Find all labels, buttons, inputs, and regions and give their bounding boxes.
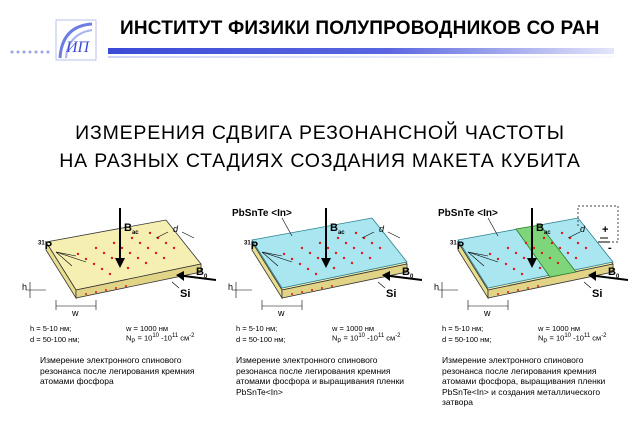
h-label: h (228, 282, 234, 292)
param-d: d = 50-100 нм; (442, 335, 492, 344)
param-np: $N_P = 10^{10}$ $-10^{11}$ $см^{-2}$ (332, 333, 401, 345)
param-w: w = 1000 нм (126, 324, 169, 333)
p31-label: $^{31}$P (38, 240, 53, 252)
diagram-stage-3 (428, 202, 628, 345)
caption-stage-1: Измерение электронного спинового резонанса после легирования кремния атомами фосфора (40, 355, 195, 386)
w-label: w (278, 308, 285, 318)
param-w: w = 1000 нм (538, 324, 581, 333)
caption-stage-2: Измерение электронного спинового резонанса после легирования кремния атомами фосфора и выращивания пленки PbSnTe<In> (236, 355, 405, 397)
pbsnte-label: PbSnTe <In> (232, 208, 292, 219)
institute-name: ИНСТИТУТ ФИЗИКИ ПОЛУПРОВОДНИКОВ СО РАН (120, 18, 600, 39)
h-label: h (22, 282, 28, 292)
diagram-svg-1 (16, 202, 216, 342)
param-h: h = 5-10 нм; (442, 324, 484, 333)
p31-label: $^{31}$P (450, 240, 465, 252)
d-label: d (173, 224, 179, 234)
si-label: Si (592, 288, 603, 300)
minus-terminal-label: - (608, 242, 612, 254)
diagram-svg-3 (428, 202, 628, 342)
b0-label: $B_0$ (608, 266, 620, 281)
param-d: d = 50-100 нм; (30, 335, 80, 344)
diagram-svg-2 (222, 202, 422, 342)
si-label: Si (180, 288, 191, 300)
institute-logo (52, 16, 100, 64)
page-title-line-2: НА РАЗНЫХ СТАДИЯХ СОЗДАНИЯ МАКЕТА КУБИТА (59, 150, 581, 172)
plus-terminal-label: + (602, 224, 609, 236)
caption-stage-3: Измерение электронного спинового резонанса после легирования кремния атомами фосфора, выращивания пленки PbSnTe<In> и создания металлического затвора (442, 355, 606, 407)
h-label: h (434, 282, 440, 292)
bac-label: $B_{ac}$ (124, 222, 139, 237)
w-label: w (484, 308, 491, 318)
b0-label: $B_0$ (402, 266, 414, 281)
bac-label: $B_{ac}$ (536, 222, 551, 237)
d-label: d (580, 224, 586, 234)
diagram-stage-2 (222, 202, 422, 345)
header (0, 0, 640, 68)
bac-label: $B_{ac}$ (330, 222, 345, 237)
d-label: d (379, 224, 385, 234)
param-d: d = 50-100 нм; (236, 335, 286, 344)
param-np: $N_P = 10^{10}$ $-10^{11}$ $см^{-2}$ (538, 333, 607, 345)
param-np: $N_P = 10^{10}$ $-10^{11}$ $см^{-2}$ (126, 333, 195, 345)
header-rule-shadow (108, 56, 614, 58)
svg-text:ИП: ИП (66, 39, 90, 56)
param-h: h = 5-10 нм; (30, 324, 72, 333)
pbsnte-label: PbSnTe <In> (438, 208, 498, 219)
b0-label: $B_0$ (196, 266, 208, 281)
header-rule (108, 48, 614, 54)
param-h: h = 5-10 нм; (236, 324, 278, 333)
si-label: Si (386, 288, 397, 300)
p31-label: $^{31}$P (244, 240, 259, 252)
param-w: w = 1000 нм (332, 324, 375, 333)
page-title-line-1: ИЗМЕРЕНИЯ СДВИГА РЕЗОНАНСНОЙ ЧАСТОТЫ (75, 122, 565, 144)
w-label: w (72, 308, 79, 318)
diagram-stage-1 (16, 202, 216, 345)
